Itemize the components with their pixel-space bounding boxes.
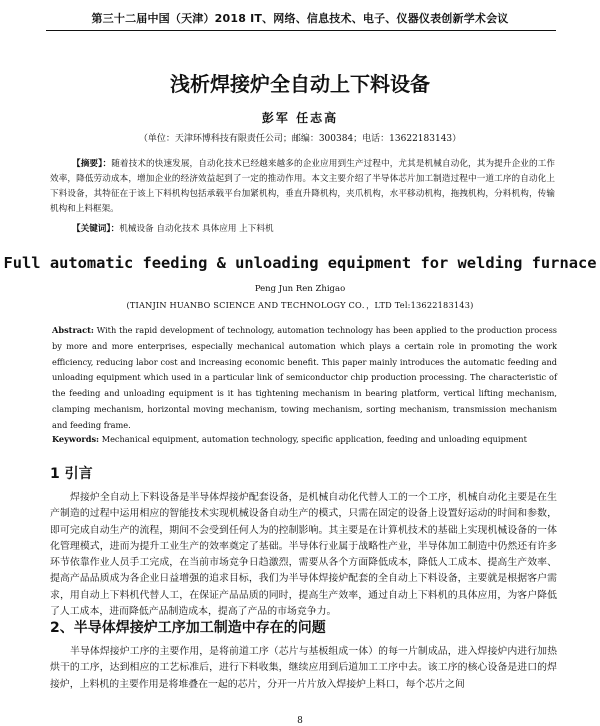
english-keywords	[52, 434, 527, 444]
chinese-keywords-text: 机械设备 自动化技术 具体应用 上下料机	[119, 224, 274, 234]
english-authors: Peng Jun Ren Zhigao	[254, 284, 346, 294]
section-body-problems: 半导体焊接炉工序的主要作用，是将前道工序（芯片与基板组成一体）的每一片制成品，进入焊接炉内进行加热烘干的工序，达到相应的工艺标准后，进行下料收集，继续应用到后道加工工序中去。该工序的核心设备是进口的焊接炉，上料机的主要作用是将堆叠在一起的芯片，分开一片片放入焊接炉上料口，每个芯片之间	[50, 646, 557, 690]
chinese-abstract-text: 随着技术的快速发展，自动化技术已经越来越多的企业应用到生产过程中，尤其是机械自动化，其为提升企业的工作效率，降低劳动成本，增加企业的经济效益起到了一定的推动作用。本文主要介绍了半导体芯片加工制造过程中一道工序的自动化上下料设备，其特征在于该上下料机构包括承载平台加紧机构，垂直升降机构，夹爪机构，水平移动机构，拖拽机构，分料机构，传输机构和上料框架。	[50, 159, 555, 214]
chinese-abstract	[50, 157, 555, 217]
english-abstract-label: Abstract:	[52, 325, 94, 335]
section-body-introduction: 焊接炉全自动上下料设备是半导体焊接炉配套设备，是机械自动化代替人工的一个工序，机械自动化主要是在生产制造的过程中运用相应的智能技术实现机械设备自动生产的模式，只需在固定的设备上设置好运动的时间和参数，即可完成自动生产的流程，期间不会受到任何人为的控制影响。其主要是在计算机技术的基础上实现机械设备的一体化管理模式，进而为提升工业生产的效率奠定了基础。半导体行业属于战略性产业，半导体加工制造中仍然还有许多环节依靠作业人员手工完成，在当前市场竞争日趋激烈，需要从各个方面降低成本，降低人工成本、提高生产效率、提高产品品质成为各企业日益增强的追求目标，我们为半导体焊接炉配套的全自动上下料设备，主要就是根据客户需求，用自动上下料机代替人工，在保证产品品质的同时，提高生产效率，通过自动上下料机的具体应用，为客户降低了人工成本，进而降低产品制造成本，提高了产品的市场竞争力。	[50, 492, 557, 618]
page-number: 8	[297, 716, 303, 726]
chinese-abstract-label: 【摘要】：	[72, 159, 112, 169]
english-title: Full automatic feeding & unloading equipment for welding furnace	[3, 254, 597, 272]
section-heading-problems: 2、半导体焊接炉工序加工制造中存在的问题	[50, 620, 326, 636]
english-abstract-text: With the rapid development of technology, automation technology has been applied to the production process by more and more enterprises, especially mechanical automation which plays a certain role in promoting the work efficiency, reducing labor cost and increasing economic benefit. This paper mainly introduces the automatic feeding and unloading equipment which used in a particular link of semiconductor chip production processing. The characteristic of the feeding and unloading equipment is it has tightening mechanism in bearing platform, vertical lifting mechanism, clamping mechanism, horizontal moving mechanism, towing mechanism, sorting mechanism, transmission mechanism and feeding frame.	[52, 325, 557, 430]
header-rule	[46, 30, 556, 31]
chinese-affiliation: （单位：天津环博科技有限责任公司；邮编：300384；电话：13622183143）	[138, 134, 462, 144]
chinese-title: 浅析焊接炉全自动上下料设备	[170, 72, 430, 96]
chinese-keywords-label: 【关键词】：	[72, 224, 120, 234]
chinese-authors: 彭军 任志高	[261, 111, 339, 125]
english-keywords-text: Mechanical equipment, automation technology, specific application, feeding and unloading equipment	[101, 434, 527, 444]
english-abstract	[52, 323, 557, 434]
section-heading-introduction: 1 引言	[50, 466, 93, 482]
running-head: 第三十二届中国（天津）2018 IT、网络、信息技术、电子、仪器仪表创新学术会议	[91, 12, 509, 25]
english-keywords-label: Keywords:	[52, 434, 100, 444]
chinese-keywords	[72, 222, 274, 234]
english-affiliation: (TIANJIN HUANBO SCIENCE AND TECHNOLOGY CO．，LTD Tel:13622183143)	[126, 300, 474, 310]
